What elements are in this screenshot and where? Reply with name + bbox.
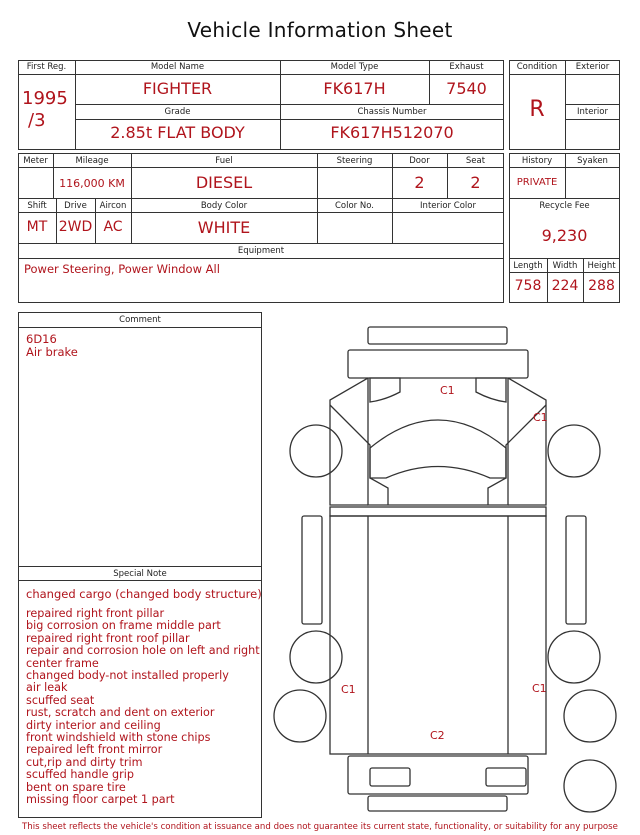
- comment-label: Comment: [119, 315, 161, 325]
- rear-left-wheel-inner: [290, 631, 342, 683]
- grade-value: 2.85t FLAT BODY: [110, 123, 245, 142]
- width-value: 224: [551, 278, 579, 294]
- front-right-wheel: [548, 425, 600, 477]
- special-note-label: Special Note: [113, 569, 167, 579]
- spare-wheel: [564, 760, 616, 812]
- grade-label: Grade: [164, 107, 191, 117]
- body-color-label: Body Color: [200, 201, 248, 211]
- note-item: repaired left front mirror: [26, 743, 163, 757]
- note-item: repaired right front pillar: [26, 607, 165, 620]
- model-type-label: Model Type: [330, 62, 379, 72]
- special-note-heading: changed cargo (changed body structure): [26, 587, 262, 601]
- comment-line-2: Air brake: [26, 345, 78, 359]
- note-item: cut,rip and dirty trim: [26, 755, 143, 769]
- body-color-value: WHITE: [197, 218, 251, 237]
- steering-label: Steering: [336, 156, 373, 166]
- height-value: 288: [588, 278, 615, 294]
- drive-value: 2WD: [58, 219, 93, 235]
- interior-label: Interior: [576, 107, 608, 117]
- rear-bumper-left-light: [370, 768, 410, 786]
- seat-label: Seat: [465, 156, 486, 166]
- left-side-panel: [302, 516, 322, 624]
- mark-rear-left: C1: [341, 683, 356, 696]
- right-side-panel: [566, 516, 586, 624]
- fuel-value: DIESEL: [195, 173, 253, 192]
- note-item: changed body-not installed properly: [26, 669, 229, 683]
- cab-left-step: [330, 378, 368, 505]
- mark-rear-right: C1: [532, 682, 547, 695]
- shift-label: Shift: [27, 201, 47, 211]
- rear-left-wheel-outer: [274, 690, 326, 742]
- seat-value: 2: [470, 173, 481, 192]
- cargo-bed: [330, 507, 546, 516]
- note-item: repaired right front roof pillar: [26, 631, 190, 645]
- disclaimer-footer: This sheet reflects the vehicle's condition at issuance and does not guarantee its current state, functionality, or suitability for any purpose: [22, 822, 618, 832]
- rear-right-wheel-outer: [564, 690, 616, 742]
- note-item: repair and corrosion hole on left and right center frame: [26, 644, 260, 670]
- equipment-value: Power Steering, Power Window All: [24, 262, 220, 276]
- cab-right-corner: [476, 378, 506, 402]
- front-left-wheel: [290, 425, 342, 477]
- first-reg-year: 1995: [22, 88, 68, 109]
- shift-value: MT: [26, 219, 48, 235]
- model-name-label: Model Name: [150, 62, 205, 72]
- recycle-fee-label: Recycle Fee: [539, 201, 590, 211]
- exhaust-value: 7540: [446, 79, 487, 98]
- cab-right-step: [508, 378, 546, 505]
- cargo-floor: [330, 516, 546, 754]
- exhaust-label: Exhaust: [449, 62, 484, 72]
- history-value: PRIVATE: [516, 177, 558, 188]
- chassis-number-value: FK617H512070: [330, 123, 454, 142]
- condition-value: R: [529, 97, 545, 122]
- height-label: Height: [587, 261, 616, 271]
- note-item: missing floor carpet 1 part: [26, 793, 175, 807]
- rear-right-wheel-inner: [548, 631, 600, 683]
- cab-top-panel: [348, 350, 528, 378]
- door-label: Door: [409, 156, 430, 166]
- mileage-label: Mileage: [75, 156, 109, 166]
- aircon-value: AC: [103, 219, 123, 235]
- equipment-label: Equipment: [237, 246, 285, 256]
- mileage-value: 116,000 KM: [59, 177, 125, 190]
- note-item: scuffed handle grip: [26, 768, 134, 782]
- rear-bumper: [348, 756, 528, 794]
- model-name-value: FIGHTER: [142, 79, 213, 98]
- rear-bumper-right-light: [486, 768, 526, 786]
- comment-line-1: 6D16: [26, 332, 57, 346]
- length-label: Length: [513, 261, 543, 271]
- cab-outline: [368, 378, 508, 505]
- drive-label: Drive: [64, 201, 87, 211]
- length-value: 758: [514, 278, 542, 294]
- note-item: front windshield with stone chips: [26, 731, 211, 745]
- cab-left-corner: [370, 378, 400, 402]
- model-type-value: FK617H: [323, 79, 386, 98]
- exterior-label: Exterior: [575, 62, 610, 72]
- mark-top: C1: [440, 384, 455, 397]
- note-item: air leak: [26, 681, 68, 695]
- meter-label: Meter: [23, 156, 48, 166]
- history-label: History: [521, 156, 553, 166]
- syaken-label: Syaken: [577, 156, 608, 166]
- mark-front-right: C1: [533, 411, 548, 424]
- front-bumper: [368, 327, 507, 344]
- note-item: big corrosion on frame middle part: [26, 619, 221, 633]
- width-label: Width: [552, 261, 578, 271]
- condition-label: Condition: [516, 62, 558, 72]
- note-item: scuffed seat: [26, 693, 95, 707]
- fuel-label: Fuel: [215, 156, 233, 166]
- door-value: 2: [414, 173, 425, 192]
- rear-step: [368, 796, 507, 811]
- note-item: rust, scratch and dent on exterior: [26, 706, 215, 720]
- first-reg-label: First Reg.: [26, 62, 67, 72]
- left-door: [330, 405, 388, 505]
- note-item: bent on spare tire: [26, 780, 126, 794]
- windshield: [370, 420, 506, 478]
- color-no-label: Color No.: [334, 201, 374, 211]
- aircon-label: Aircon: [99, 201, 127, 211]
- interior-color-label: Interior Color: [420, 201, 476, 211]
- chassis-number-label: Chassis Number: [357, 107, 427, 117]
- first-reg-month: /3: [28, 110, 46, 131]
- note-item: dirty interior and ceiling: [26, 718, 161, 732]
- special-note-list: [26, 608, 262, 807]
- mark-bed: C2: [430, 729, 445, 742]
- page-title: Vehicle Information Sheet: [187, 18, 453, 42]
- recycle-fee-value: 9,230: [541, 226, 588, 245]
